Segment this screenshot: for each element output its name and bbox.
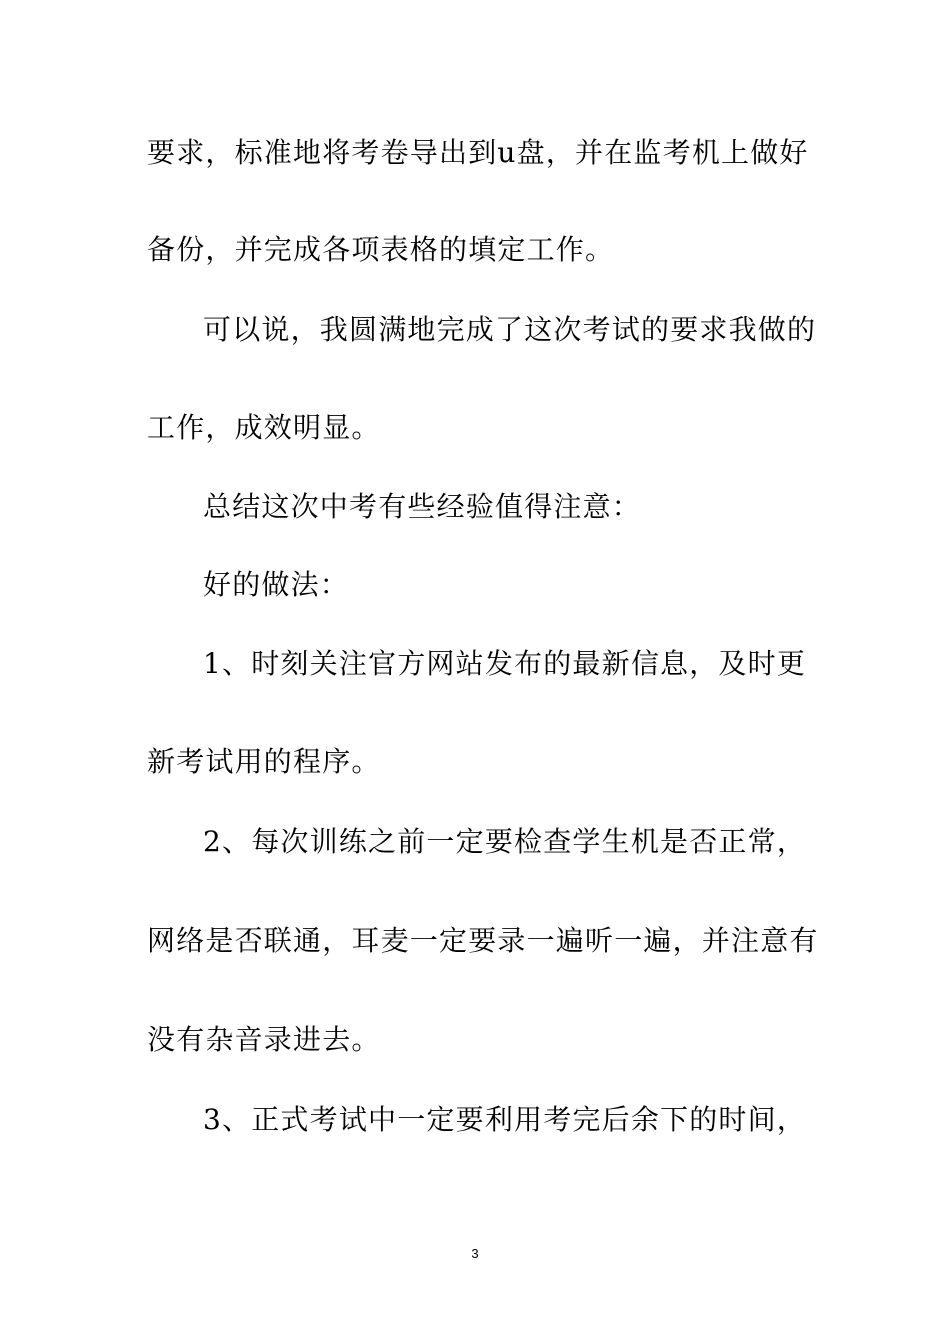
- paragraph-start: 总结这次中考有些经验值得注意：: [203, 490, 642, 523]
- text-line: 备份，并完成各项表格的填定工作。: [147, 233, 615, 266]
- list-item-2: 2、每次训练之前一定要检查学生机是否正常，: [203, 825, 807, 858]
- list-item-3: 3、正式考试中一定要利用考完后余下的时间，: [203, 1103, 807, 1136]
- text-line: 网络是否联通，耳麦一定要录一遍听一遍，并注意有: [147, 924, 819, 957]
- text-line: 要求，标准地将考卷导出到u盘，并在监考机上做好: [147, 136, 809, 169]
- text-line: 没有杂音录进去。: [147, 1023, 381, 1056]
- text-line: 工作，成效明显。: [147, 411, 381, 444]
- list-item-1: 1、时刻关注官方网站发布的最新信息，及时更: [203, 647, 807, 680]
- text-line: 新考试用的程序。: [147, 745, 381, 778]
- page-number: 3: [471, 1246, 479, 1261]
- paragraph-start: 可以说，我圆满地完成了这次考试的要求我做的: [203, 313, 817, 346]
- section-heading: 好的做法：: [203, 568, 350, 601]
